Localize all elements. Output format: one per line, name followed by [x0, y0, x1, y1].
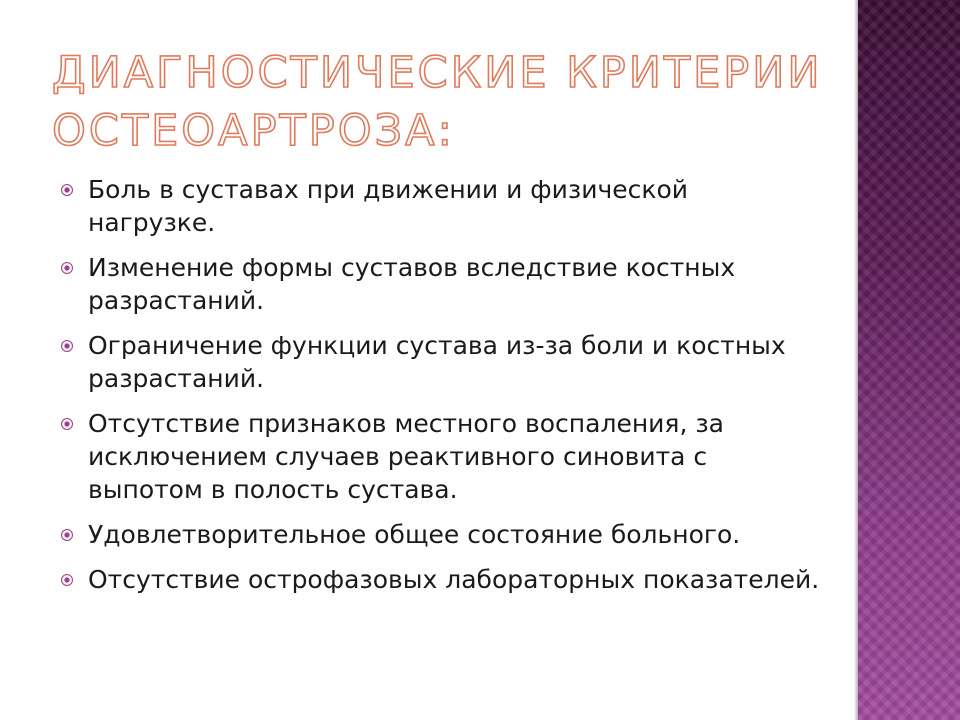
target-bullet-icon [61, 574, 73, 586]
bullet-text: Изменение формы суставов вследствие костных разрастаний. [88, 253, 736, 315]
bullet-item [60, 563, 820, 596]
bullet-item [60, 173, 820, 239]
bullet-item [60, 518, 820, 551]
decorative-side-band [858, 0, 960, 720]
bullet-item [60, 407, 820, 506]
bullet-text: Удовлетворительное общее состояние больного. [88, 520, 741, 549]
bullet-text: Отсутствие признаков местного воспаления, за исключением случаев реактивного синовита с выпотом в полость сустава. [88, 409, 724, 504]
target-bullet-icon [61, 262, 73, 274]
slide-title: ДИАГНОСТИЧЕСКИЕ КРИТЕРИИ ОСТЕОАРТРОЗА: [52, 48, 823, 156]
target-bullet-icon [61, 418, 73, 430]
target-bullet-icon [61, 340, 73, 352]
bullet-text: Ограничение функции сустава из-за боли и костных разрастаний. [88, 331, 786, 393]
target-bullet-icon [61, 184, 73, 196]
bullet-text: Боль в суставах при движении и физической нагрузке. [88, 175, 689, 237]
bullet-item [60, 251, 820, 317]
bullet-text: Отсутствие острофазовых лабораторных показателей. [88, 565, 820, 594]
bullet-list [60, 173, 820, 608]
target-bullet-icon [61, 529, 73, 541]
bullet-item [60, 329, 820, 395]
